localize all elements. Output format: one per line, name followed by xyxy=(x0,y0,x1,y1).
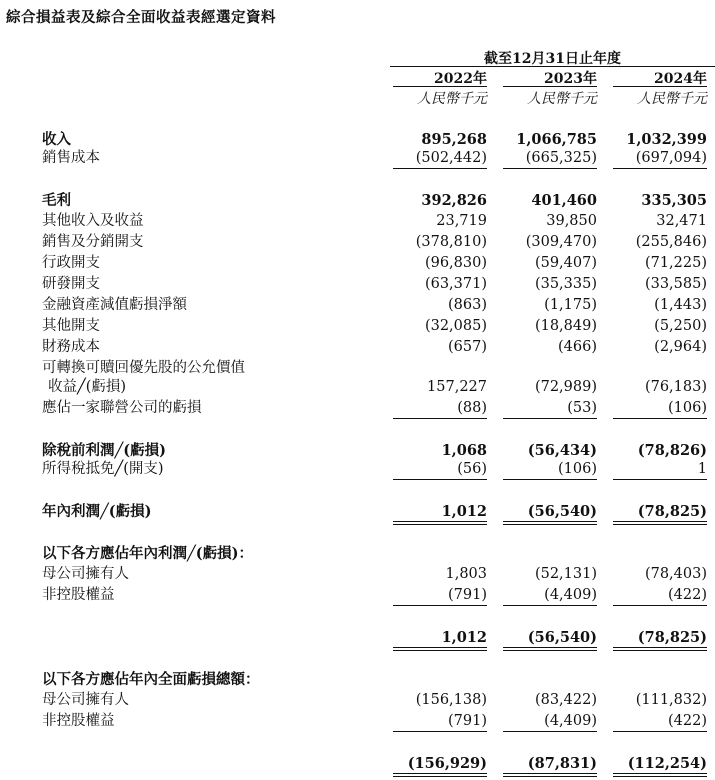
row-label: 收入 xyxy=(42,131,71,148)
double-underline xyxy=(503,521,597,525)
double-underline xyxy=(503,647,597,651)
value-cell-2022: (791) xyxy=(448,587,487,603)
value-cell-2024: (422) xyxy=(668,713,707,729)
row-label: 非控股權益 xyxy=(42,713,115,729)
value-cell-2022: (863) xyxy=(448,297,487,313)
value-cell-2023: (4,409) xyxy=(544,587,597,603)
value-cell-2024: (76,183) xyxy=(644,379,707,395)
double-underline xyxy=(613,521,707,525)
document-title: 綜合損益表及綜合全面收益表經選定資料 xyxy=(6,9,276,26)
value-cell-2023: (1,175) xyxy=(544,297,597,313)
value-cell-2022: 392,826 xyxy=(421,192,487,209)
unit-label-2024: 人民幣千元 xyxy=(637,91,707,107)
row-label: 銷售及分銷開支 xyxy=(42,234,144,250)
row-label: 金融資產減值虧損淨額 xyxy=(42,297,187,313)
value-cell-2023: (35,335) xyxy=(534,276,597,292)
value-cell-2023: (106) xyxy=(558,461,597,477)
value-cell-2024: 1,032,399 xyxy=(626,131,707,148)
single-underline xyxy=(393,418,487,419)
row-label: 母公司擁有人 xyxy=(42,566,129,582)
row-label: 其他收入及收益 xyxy=(42,213,144,229)
value-cell-2023: (4,409) xyxy=(544,713,597,729)
value-cell-2022: 1,068 xyxy=(441,442,487,459)
value-cell-2023: (53) xyxy=(567,400,597,416)
value-cell-2023: (56,540) xyxy=(527,629,597,646)
value-cell-2023: (665,325) xyxy=(525,150,597,166)
row-label: 非控股權益 xyxy=(42,587,115,603)
value-cell-2022: (378,810) xyxy=(415,234,487,250)
single-underline xyxy=(393,479,487,480)
value-cell-2022: (63,371) xyxy=(424,276,487,292)
period-header: 截至12月31日止年度 xyxy=(484,51,621,67)
value-cell-2024: (33,585) xyxy=(644,276,707,292)
single-underline xyxy=(503,605,597,606)
value-cell-2022: (657) xyxy=(448,339,487,355)
row-label: 以下各方應佔年內全面虧損總額： xyxy=(42,671,260,688)
double-underline xyxy=(393,521,487,525)
double-underline xyxy=(393,773,487,777)
value-cell-2022: (156,138) xyxy=(415,692,487,708)
value-cell-2024: (2,964) xyxy=(654,339,707,355)
value-cell-2022: (156,929) xyxy=(407,755,487,772)
single-underline xyxy=(613,168,707,169)
row-label: 其他開支 xyxy=(42,318,100,334)
single-underline xyxy=(503,418,597,419)
value-cell-2023: (56,540) xyxy=(527,503,597,520)
single-underline xyxy=(613,418,707,419)
value-cell-2023: (83,422) xyxy=(534,692,597,708)
row-label: 以下各方應佔年內利潤╱(虧損)： xyxy=(42,545,253,562)
value-cell-2024: 1 xyxy=(697,461,707,477)
value-cell-2023: (18,849) xyxy=(534,318,597,334)
value-cell-2024: (697,094) xyxy=(635,150,707,166)
value-cell-2022: (56) xyxy=(457,461,487,477)
value-cell-2022: 1,012 xyxy=(441,629,487,646)
double-underline xyxy=(503,773,597,777)
single-underline xyxy=(503,731,597,732)
value-cell-2022: (502,442) xyxy=(415,150,487,166)
value-cell-2022: (96,830) xyxy=(424,255,487,271)
year-header-2022: 2022年 xyxy=(434,71,487,87)
value-cell-2024: (78,826) xyxy=(637,442,707,459)
unit-label-2023: 人民幣千元 xyxy=(527,91,597,107)
value-cell-2024: (112,254) xyxy=(627,755,707,772)
double-underline xyxy=(613,647,707,651)
value-cell-2024: (255,846) xyxy=(635,234,707,250)
value-cell-2023: 1,066,785 xyxy=(516,131,597,148)
double-underline xyxy=(613,773,707,777)
row-label: 研發開支 xyxy=(42,276,100,292)
single-underline xyxy=(393,168,487,169)
row-label: 所得稅抵免╱(開支) xyxy=(42,461,164,477)
row-label: 財務成本 xyxy=(42,339,100,355)
row-label: 可轉換可贖回優先股的公允價值 xyxy=(42,360,245,376)
row-label: 行政開支 xyxy=(42,255,100,271)
value-cell-2022: (32,085) xyxy=(424,318,487,334)
row-label: 收益╱(虧損) xyxy=(48,379,127,395)
row-label: 除稅前利潤╱(虧損) xyxy=(42,442,166,459)
single-underline xyxy=(503,168,597,169)
value-cell-2024: (106) xyxy=(668,400,707,416)
single-underline xyxy=(393,731,487,732)
value-cell-2022: (88) xyxy=(457,400,487,416)
value-cell-2024: (71,225) xyxy=(644,255,707,271)
row-label: 母公司擁有人 xyxy=(42,692,129,708)
value-cell-2024: (1,443) xyxy=(654,297,707,313)
single-underline xyxy=(613,605,707,606)
value-cell-2023: (56,434) xyxy=(527,442,597,459)
value-cell-2024: (78,825) xyxy=(637,503,707,520)
value-cell-2024: (78,825) xyxy=(637,629,707,646)
value-cell-2024: (78,403) xyxy=(644,566,707,582)
single-underline xyxy=(613,731,707,732)
value-cell-2024: (5,250) xyxy=(654,318,707,334)
value-cell-2022: 1,012 xyxy=(441,503,487,520)
value-cell-2022: 23,719 xyxy=(436,213,487,229)
value-cell-2023: (466) xyxy=(558,339,597,355)
value-cell-2023: (59,407) xyxy=(534,255,597,271)
value-cell-2022: (791) xyxy=(448,713,487,729)
row-label: 應佔一家聯營公司的虧損 xyxy=(42,400,202,416)
single-underline xyxy=(503,479,597,480)
value-cell-2024: 335,305 xyxy=(641,192,707,209)
year-header-2024: 2024年 xyxy=(654,71,707,87)
value-cell-2023: (72,989) xyxy=(534,379,597,395)
value-cell-2024: 32,471 xyxy=(656,213,707,229)
single-underline xyxy=(613,479,707,480)
value-cell-2024: (422) xyxy=(668,587,707,603)
value-cell-2024: (111,832) xyxy=(635,692,707,708)
value-cell-2022: 1,803 xyxy=(445,566,487,582)
value-cell-2022: 157,227 xyxy=(427,379,487,395)
value-cell-2023: (87,831) xyxy=(527,755,597,772)
row-label: 銷售成本 xyxy=(42,150,100,166)
single-underline xyxy=(393,605,487,606)
value-cell-2023: (309,470) xyxy=(525,234,597,250)
unit-label-2022: 人民幣千元 xyxy=(417,91,487,107)
value-cell-2023: (52,131) xyxy=(534,566,597,582)
value-cell-2022: 895,268 xyxy=(421,131,487,148)
value-cell-2023: 39,850 xyxy=(546,213,597,229)
row-label: 年內利潤╱(虧損) xyxy=(42,503,152,520)
double-underline xyxy=(393,647,487,651)
row-label: 毛利 xyxy=(42,192,71,209)
year-header-2023: 2023年 xyxy=(544,71,597,87)
value-cell-2023: 401,460 xyxy=(531,192,597,209)
